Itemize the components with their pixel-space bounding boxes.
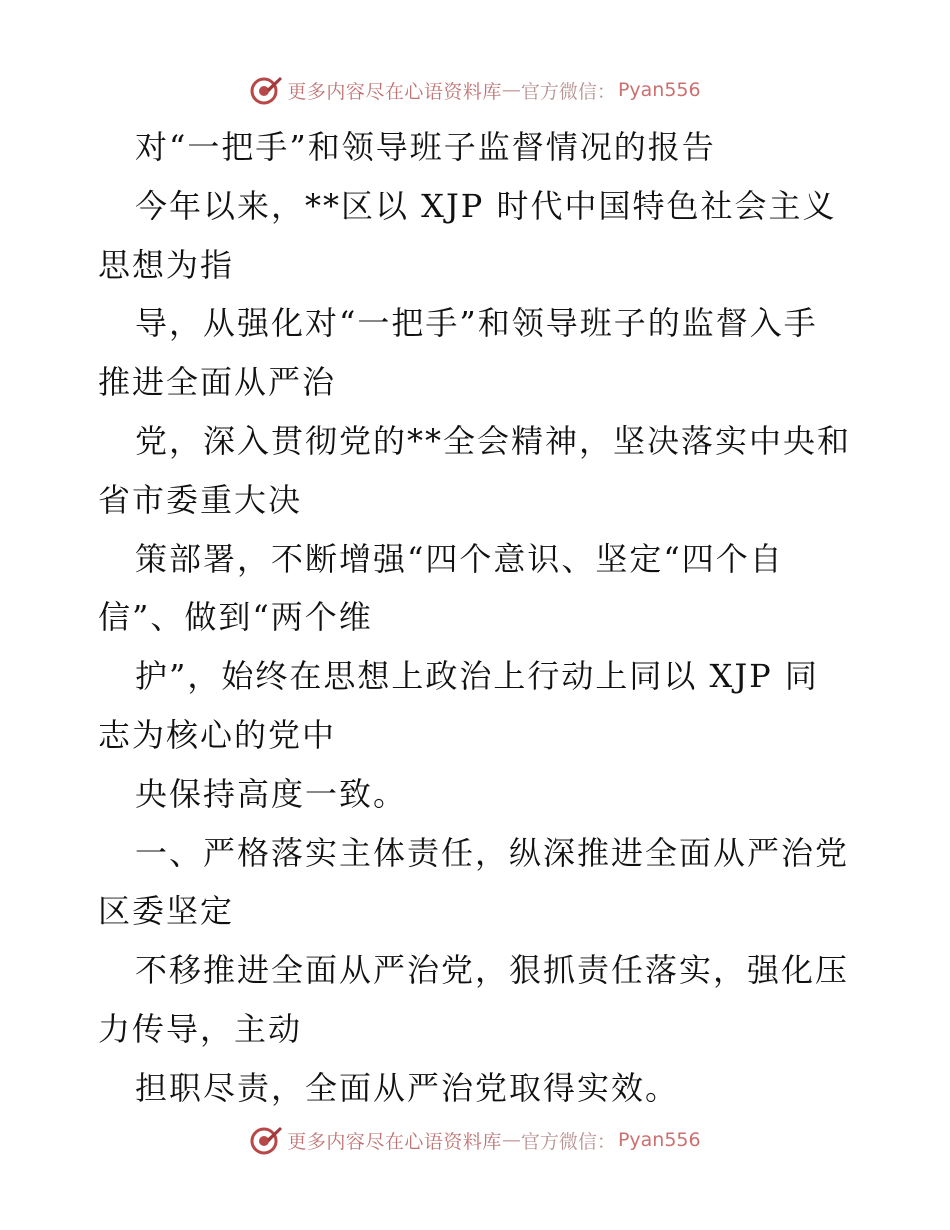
text-line: 今年以来，**区以 XJP 时代中国特色社会主义 [135, 186, 837, 225]
text-line: 策部署，不断增强“四个意识、坚定“四个自 [135, 539, 784, 578]
text-line: 推进全面从严治 [98, 363, 337, 402]
watermark-official-label: 官方微信： [520, 1130, 616, 1153]
text-line: 志为核心的党中 [98, 715, 337, 754]
watermark-main-text: 更多内容尽在心语资料库 [287, 80, 502, 103]
text-line: 央保持高度一致。 [135, 774, 408, 813]
text-line: 担职尽责，全面从严治党取得实效。 [135, 1068, 680, 1107]
text-line: 力传导，主动 [98, 1009, 303, 1048]
watermark-main-text: 更多内容尽在心语资料库 [287, 1130, 502, 1153]
watermark-dash: — [501, 79, 521, 101]
text-line: 党，深入贯彻党的**全会精神，坚决落实中央和 [135, 421, 852, 460]
text-line: 思想为指 [98, 245, 235, 284]
text-line: 护”，始终在思想上政治上行动上同以 XJP 同 [135, 657, 819, 696]
section-heading: 一、严格落实主体责任，纵深推进全面从严治党 [135, 833, 850, 872]
document-title: 对“一把手”和领导班子监督情况的报告 [135, 128, 716, 166]
pen-logo-icon [249, 73, 283, 107]
pen-logo-icon [249, 1123, 283, 1157]
watermark-dash: — [501, 1129, 521, 1151]
watermark-official-label: 官方微信： [520, 80, 616, 103]
header-watermark [0, 70, 950, 110]
text-line: 区委坚定 [98, 892, 235, 931]
document-body [98, 118, 858, 1118]
watermark-wechat-id: Pyan556 [617, 1129, 701, 1151]
text-line: 信”、做到“两个维 [98, 598, 373, 637]
footer-watermark [0, 1120, 950, 1160]
text-line: 不移推进全面从严治党，狠抓责任落实，强化压 [135, 951, 850, 990]
text-line: 省市委重大决 [98, 480, 303, 519]
text-line: 导，从强化对“一把手”和领导班子的监督入手 [135, 304, 818, 343]
watermark-wechat-id: Pyan556 [617, 79, 701, 101]
